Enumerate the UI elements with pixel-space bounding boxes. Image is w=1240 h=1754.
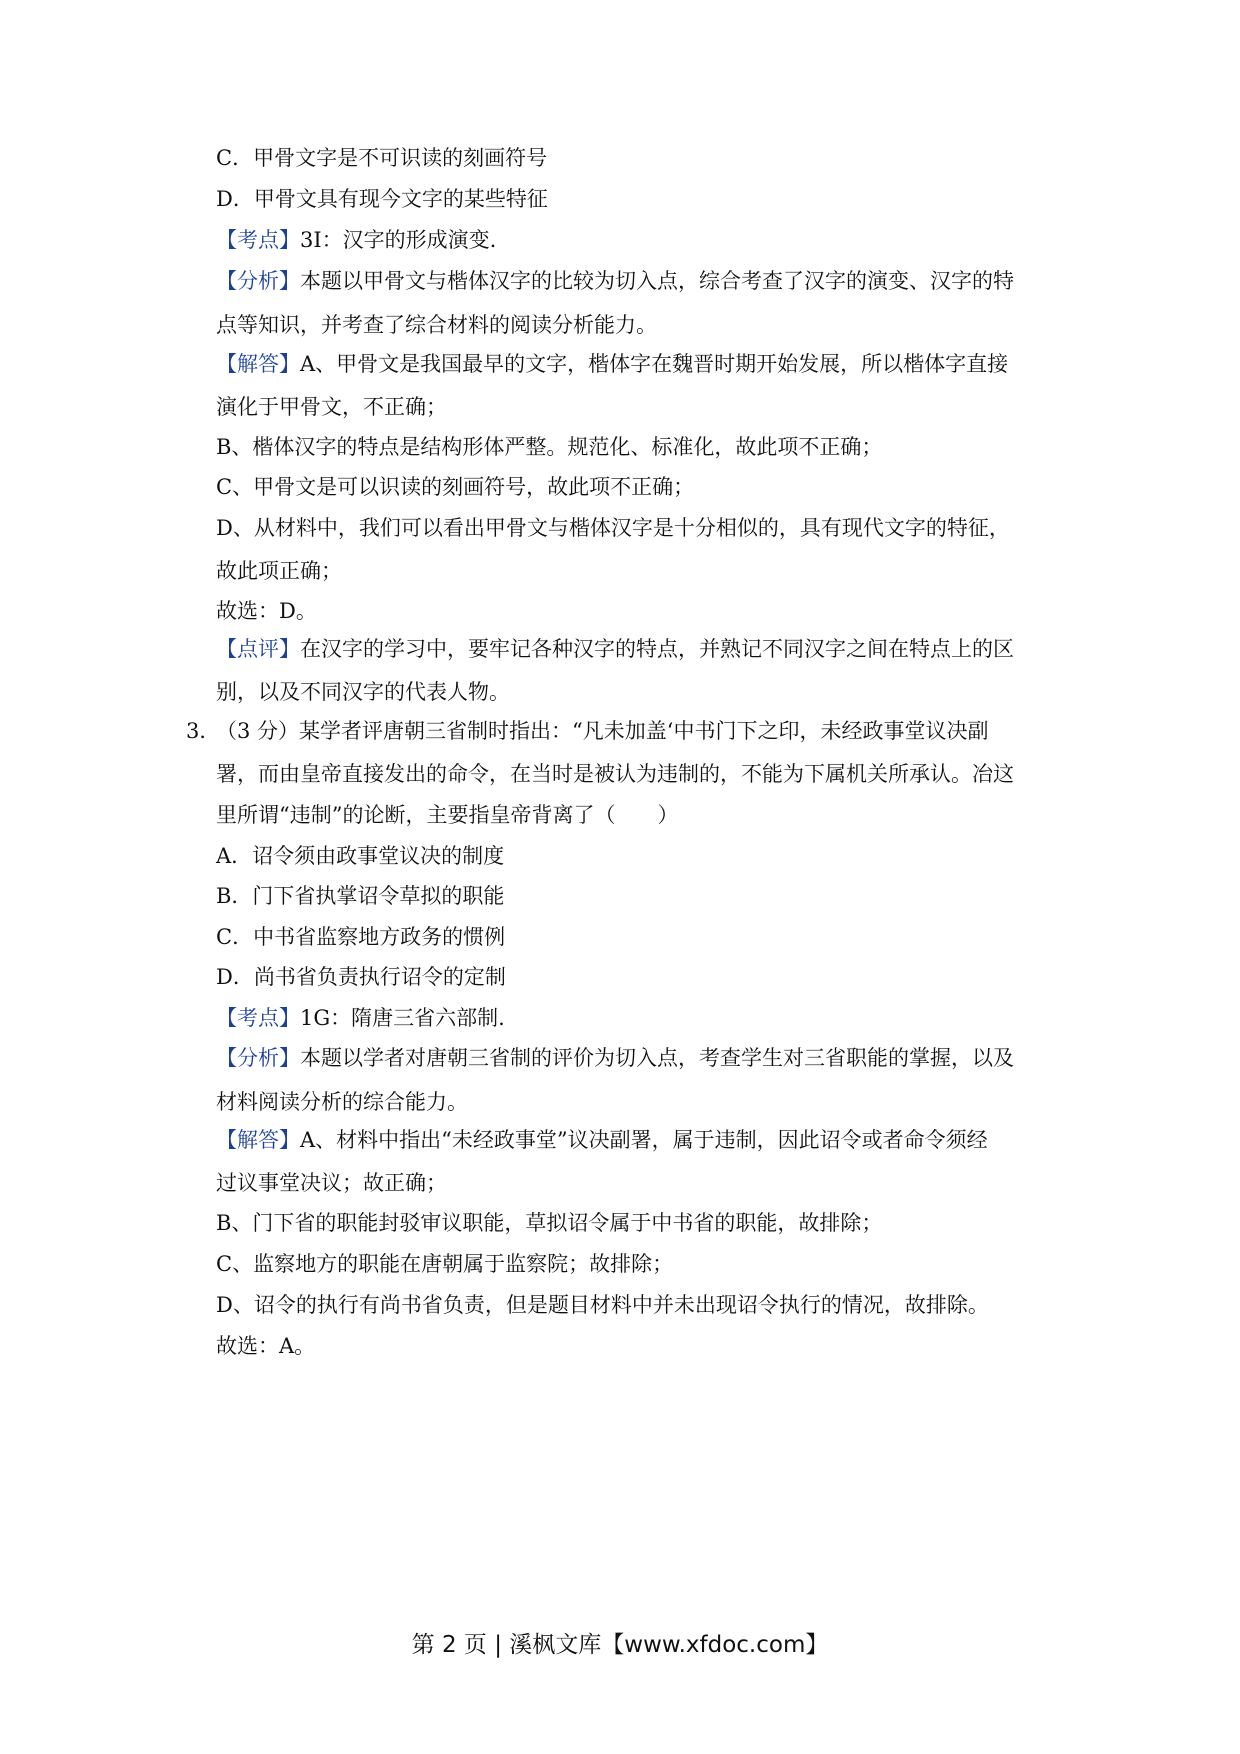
fenxi-row — [216, 266, 1056, 296]
kaodian-row — [216, 1003, 1056, 1033]
kaodian-label: 【考点】 — [216, 1006, 300, 1030]
dianping-row — [216, 634, 1056, 664]
fenxi-row — [216, 1043, 1056, 1073]
kaodian-text: 1G：隋唐三省六部制. — [300, 1006, 505, 1030]
fenxi-text: 本题以学者对唐朝三省制的评价为切入点，考查学生对三省职能的掌握，以及 — [300, 1046, 1014, 1070]
jieda-line: C、监察地方的职能在唐朝属于监察院；故排除； — [216, 1252, 674, 1276]
fenxi-text: 本题以甲骨文与楷体汉字的比较为切入点，综合考查了汉字的演变、汉字的特 — [300, 269, 1014, 293]
jieda-line: B、楷体汉字的特点是结构形体严整。规范化、标准化，故此项不正确； — [216, 435, 883, 459]
jieda-line: C、甲骨文是可以识读的刻画符号，故此项不正确； — [216, 475, 695, 499]
jieda-text: A、甲骨文是我国最早的文字，楷体字在魏晋时期开始发展，所以楷体字直接 — [300, 352, 1009, 376]
fenxi-label: 【分析】 — [216, 269, 300, 293]
jieda-line: 演化于甲骨文，不正确； — [216, 395, 447, 419]
jieda-line: B、门下省的职能封驳审议职能，草拟诏令属于中书省的职能，故排除； — [216, 1211, 883, 1235]
jieda-line: 过议事堂决议；故正确； — [216, 1171, 447, 1195]
kaodian-text: 3I：汉字的形成演变. — [300, 228, 497, 252]
jieda-row — [216, 1125, 1056, 1155]
jieda-answer: 故选：A。 — [216, 1334, 316, 1358]
dianping-continuation: 别，以及不同汉字的代表人物。 — [216, 680, 510, 704]
jieda-line: 故此项正确； — [216, 559, 342, 583]
jieda-line: D、从材料中，我们可以看出甲骨文与楷体汉字是十分相似的，具有现代文字的特征， — [216, 516, 1010, 540]
jieda-line: D、诏令的执行有尚书省负责，但是题目材料中并未出现诏令执行的情况，故排除。 — [216, 1293, 989, 1317]
page-footer: 第 2 页 | 溪枫文库【www.xfdoc.com】 — [411, 1632, 829, 1658]
fenxi-continuation: 点等知识，并考查了综合材料的阅读分析能力。 — [216, 313, 657, 337]
jieda-label: 【解答】 — [216, 352, 300, 376]
question-stem: （3 分）某学者评唐朝三省制时指出：“凡未加盖‘中书门下之印，未经政事堂议决副 — [216, 719, 989, 743]
kaodian-row — [216, 225, 1056, 255]
jieda-text: A、材料中指出“未经政事堂”议决副署，属于违制，因此诏令或者命令须经 — [300, 1128, 988, 1152]
option-d: D．甲骨文具有现今文字的某些特征 — [216, 187, 548, 211]
question-stem: 里所谓“违制”的论断，主要指皇帝背离了（ ） — [216, 803, 679, 827]
option-a: A．诏令须由政事堂议决的制度 — [216, 844, 505, 868]
fenxi-label: 【分析】 — [216, 1046, 300, 1070]
question-stem: 署，而由皇帝直接发出的命令，在当时是被认为违制的，不能为下属机关所承认。冶这 — [216, 762, 1014, 786]
question-number: 3． — [186, 719, 221, 743]
option-c: C．甲骨文字是不可识读的刻画符号 — [216, 146, 548, 170]
option-c: C．中书省监察地方政务的惯例 — [216, 925, 506, 949]
jieda-row — [216, 349, 1056, 379]
jieda-label: 【解答】 — [216, 1128, 300, 1152]
fenxi-continuation: 材料阅读分析的综合能力。 — [216, 1090, 468, 1114]
kaodian-label: 【考点】 — [216, 228, 300, 252]
option-d: D．尚书省负责执行诏令的定制 — [216, 965, 506, 989]
option-b: B．门下省执掌诏令草拟的职能 — [216, 884, 505, 908]
jieda-answer: 故选：D。 — [216, 599, 317, 623]
dianping-text: 在汉字的学习中，要牢记各种汉字的特点，并熟记不同汉字之间在特点上的区 — [300, 637, 1014, 661]
dianping-label: 【点评】 — [216, 637, 300, 661]
